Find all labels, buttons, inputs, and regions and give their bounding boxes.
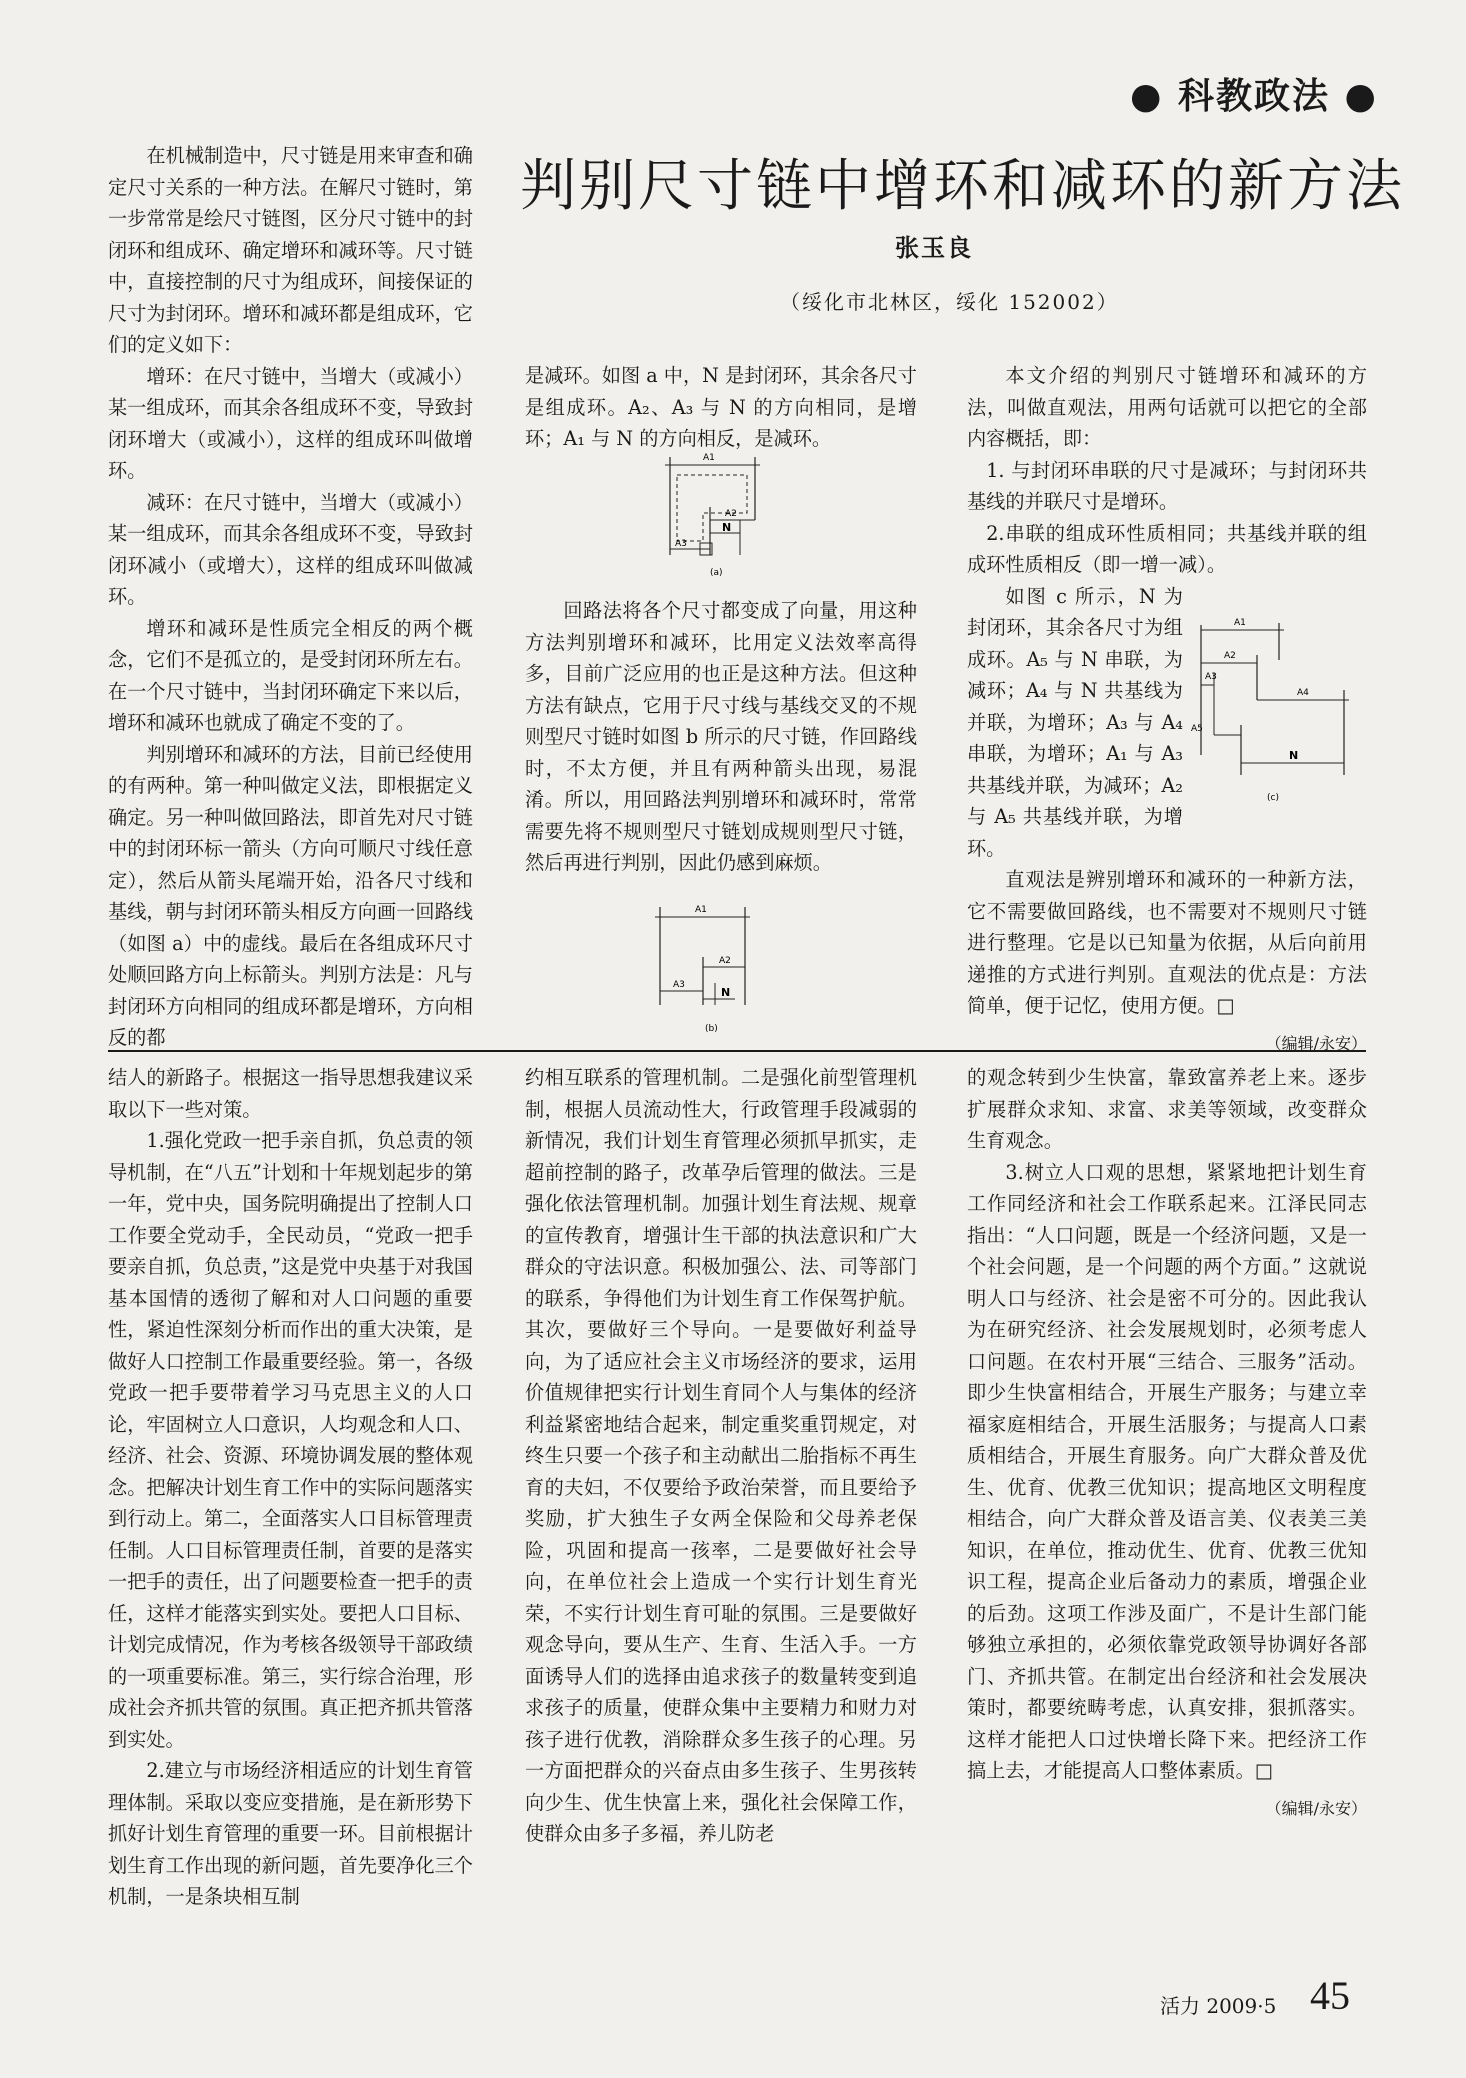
lower-column-2 — [525, 1062, 917, 1850]
figure-a-caption: (a) — [710, 568, 723, 578]
figure-c-label: N — [1289, 748, 1299, 762]
paragraph: 1.强化党政一把手亲自抓，负总责的领导机制，在“八五”计划和十年规划起步的第一年，党中央，国务院明确提出了控制人口工作要全党动手，全民动员，“党政一把手要亲自抓，负总责，”这是党中央基于对我国基本国情的透彻了解和对人口问题的重要性，紧迫性深刻分析而作出的重大决策，是做好人口控制工作最重要经验。第一，各级党政一把手要带着学习马克思主义的人口论，牢固树立人口意识，人均观念和人口、经济、社会、资源、环境协调发展的整体观念。把解决计划生育工作中的实际问题落实到行动上。第二，全面落实人口目标管理责任制。人口目标管理责任制，首要的是落实一把手的责任，出了问题要检查一把手的责任，这样才能落实到实处。要把人口目标、计划完成情况，作为考核各级领导干部政绩的一项重要标准。第三，实行综合治理，形成社会齐抓共管的氛围。真正把齐抓共管落到实处。 — [108, 1129, 473, 1751]
paragraph: 如图 c 所示，N 为封闭环，其余各尺寸为组成环。A₅ 与 N 串联，为减环；A₄ 与 N 共基线为并联，为增环；A₃ 与 A₄ 串联，为增环；A₁ 与 A₃ 共基线并联，为减环；A₂ 与 A₅ 共基线并联，为增环。 — [967, 584, 1183, 860]
paragraph: 结人的新路子。根据这一指导思想我建议采取以下一些对策。 — [108, 1066, 473, 1121]
figure-a — [655, 445, 775, 585]
figure-c-label: A5 — [1191, 723, 1203, 734]
figure-a-label: N — [722, 521, 732, 534]
article-column-2 — [525, 360, 917, 455]
paragraph: 增环和减环是性质完全相反的两个概念，它们不是孤立的，是受封闭环所左右。在一个尺寸链中，当封闭环确定下来以后，增环和减环也就成了确定不变的了。 — [108, 616, 473, 734]
editor-note: （编辑/永安） — [1265, 1033, 1367, 1053]
article-column-3 — [967, 360, 1367, 1059]
article-column-1 — [108, 140, 473, 1054]
section-divider — [108, 1050, 1366, 1052]
list-item: 1. 与封闭环串联的尺寸是减环；与封闭环共基线的并联尺寸是增环。 — [967, 458, 1367, 513]
figure-b-caption: (b) — [705, 1024, 718, 1034]
figure-b — [645, 895, 775, 1040]
lower-column-3 — [967, 1062, 1367, 1824]
lower-column-1 — [108, 1062, 473, 1913]
figure-c-label: A2 — [1224, 650, 1236, 661]
figure-c-caption: (c) — [1267, 792, 1279, 803]
paragraph: 约相互联系的管理机制。二是强化前型管理机制，根据人员流动性大，行政管理手段减弱的新情况，我们计划生育管理必须抓早抓实，走超前控制的路子，改革孕后管理的做法。三是强化依法管理机制。加强计划生育法规、规章的宣传教育，增强计生干部的执法意识和广大群众的守法识意。积极加强公、法、司等部门的联系，争得他们为计划生育工作保驾护航。其次，要做好三个导向。一是要做好利益导向，为了适应社会主义市场经济的要求，运用价值规律把实行计划生育同个人与集体的经济利益紧密地结合起来，制定重奖重罚规定，对终生只要一个孩子和主动献出二胎指标不再生育的夫妇，不仅要给予政治荣誉，而且要给予奖励，扩大独生子女两全保险和父母养老保险，巩固和提高一孩率，二是要做好社会导向，在单位社会上造成一个实行计划生育光荣，不实行计划生育可耻的氛围。三是要做好观念导向，要从生产、生育、生活入手。一方面诱导人们的选择由追求孩子的数量转变到追求孩子的质量，使群众集中主要精力和财力对孩子进行优教，消除群众多生孩子的心理。另一方面把群众的兴奋点由多生孩子、生男孩转向少生、优生快富上来，强化社会保障工作，使群众由多子多福，养儿防老 — [525, 1066, 917, 1845]
paragraph: 2.建立与市场经济相适应的计划生育管理体制。采取以变应变措施，是在新形势下抓好计划生育管理的重要一环。目前根据计划生育工作出现的新问题，首先要净化三个机制，一是条块相互制 — [108, 1759, 473, 1908]
paragraph: 是减环。如图 a 中，N 是封闭环，其余各尺寸是组成环。A₂、A₃ 与 N 的方向相同，是增环；A₁ 与 N 的方向相反，是减环。 — [525, 364, 917, 450]
article-author: 张玉良 — [895, 234, 973, 262]
list-item: 2.串联的组成环性质相同；共基线并联的组成环性质相反（即一增一减）。 — [967, 521, 1367, 576]
article-affiliation: （绥化市北林区，绥化 152002） — [780, 290, 1119, 314]
article-title: 判别尺寸链中增环和减环的新方法 — [520, 154, 1405, 219]
figure-b-label: N — [721, 986, 731, 999]
paragraph: 3.树立人口观的思想，紧紧地把计划生育工作同经济和社会工作联系起来。江泽民同志指出：“人口问题，既是一个经济问题，又是一个社会问题，是一个问题的两个方面。” 这就说明人口与经济、社会是密不可分的。因此我认为在研究经济、社会发展规划时，必须考虑人口问题。在农村开展“三结合、三服务”活动。即少生快富相结合，开展生产服务；与建立幸福家庭相结合，开展生活服务；与提高人口素质相结合，开展生育服务。向广大群众普及优生、优育、优教三优知识；提高地区文明程度相结合，向广大群众普及语言美、仪表美三美知识，在单位，推动优生、优育、优教三优知识工程，提高企业后备动力的素质，增强企业的后劲。这项工作涉及面广，不是计生部门能够独立承担的，必须依靠党政领导协调好各部门、齐抓共管。在制定出台经济和社会发展决策时，都要统畴考虑，认真安排，狠抓落实。这样才能把人口过快增长降下来。把经济工作搞上去，才能提高人口整体素质。□ — [967, 1160, 1367, 1782]
paragraph: 在机械制造中，尺寸链是用来审查和确定尺寸关系的一种方法。在解尺寸链时，第一步常常是绘尺寸链图，区分尺寸链中的封闭环和组成环、确定增环和减环等。尺寸链中，直接控制的尺寸为组成环，间接保证的尺寸为封闭环。增环和减环都是组成环，它们的定义如下： — [108, 144, 473, 356]
figure-a-label: A3 — [675, 539, 687, 549]
article-column-2b — [525, 595, 917, 879]
paragraph: 减环：在尺寸链中，当增大（或减小）某一组成环，而其余各组成环不变，导致封闭环减小（或增大），这样的组成环叫做减环。 — [108, 490, 473, 608]
paragraph: 增环：在尺寸链中，当增大（或减小）某一组成环，而其余各组成环不变，导致封闭环增大（或减小），这样的组成环叫做增环。 — [108, 364, 473, 482]
figure-c — [1189, 585, 1367, 825]
paragraph: 的观念转到少生快富，靠致富养老上来。逐步扩展群众求知、求富、求美等领域，改变群众生育观念。 — [967, 1066, 1367, 1152]
section-tag: ● 科教政法 ● — [1130, 76, 1378, 117]
figure-a-label: A1 — [703, 453, 715, 463]
figure-b-label: A2 — [719, 956, 731, 966]
paragraph: 判别增环和减环的方法，目前已经使用的有两种。第一种叫做定义法，即根据定义确定。另一种叫做回路法，即首先对尺寸链中的封闭环标一箭头（方向可顺尺寸线任意定），然后从箭头尾端开始，沿各尺寸线和基线，朝与封闭环箭头相反方向画一回路线（如图 a）中的虚线。最后在各组成环尺寸处顺回路方向上标箭头。判别方法是：凡与封闭环方向相同的组成环都是增环，方向相反的都 — [108, 742, 473, 1049]
figure-a-label: A2 — [725, 509, 737, 519]
editor-note: （编辑/永安） — [1265, 1798, 1367, 1818]
magazine-footer: 活力 2009·5 — [1160, 1994, 1277, 2018]
paragraph: 回路法将各个尺寸都变成了向量，用这种方法判别增环和减环，比用定义法效率高得多，目前广泛应用的也正是这种方法。但这种方法有缺点，它用于尺寸线与基线交叉的不规则型尺寸链时如图 b 所示的尺寸链，作回路线时，不太方便，并且有两种箭头出现，易混淆。所以，用回路法判别增环和减环时，常常需要先将不规则型尺寸链划成规则型尺寸链，然后再进行判别，因此仍感到麻烦。 — [525, 599, 917, 874]
figure-c-label: A3 — [1205, 671, 1217, 682]
figure-c-label: A4 — [1297, 687, 1309, 698]
figure-c-label: A1 — [1234, 617, 1246, 628]
page-number: 45 — [1310, 1973, 1350, 2018]
paragraph: 直观法是辨别增环和减环的一种新方法，它不需要做回路线，也不需要对不规则尺寸链进行整理。它是以已知量为依据，从后向前用递推的方式进行判别。直观法的优点是：方法简单，便于记忆，使用方便。□ — [967, 868, 1367, 1017]
paragraph: 本文介绍的判别尺寸链增环和减环的方法，叫做直观法，用两句话就可以把它的全部内容概括，即： — [967, 364, 1367, 450]
figure-b-label: A1 — [695, 905, 707, 915]
figure-b-label: A3 — [673, 980, 685, 990]
